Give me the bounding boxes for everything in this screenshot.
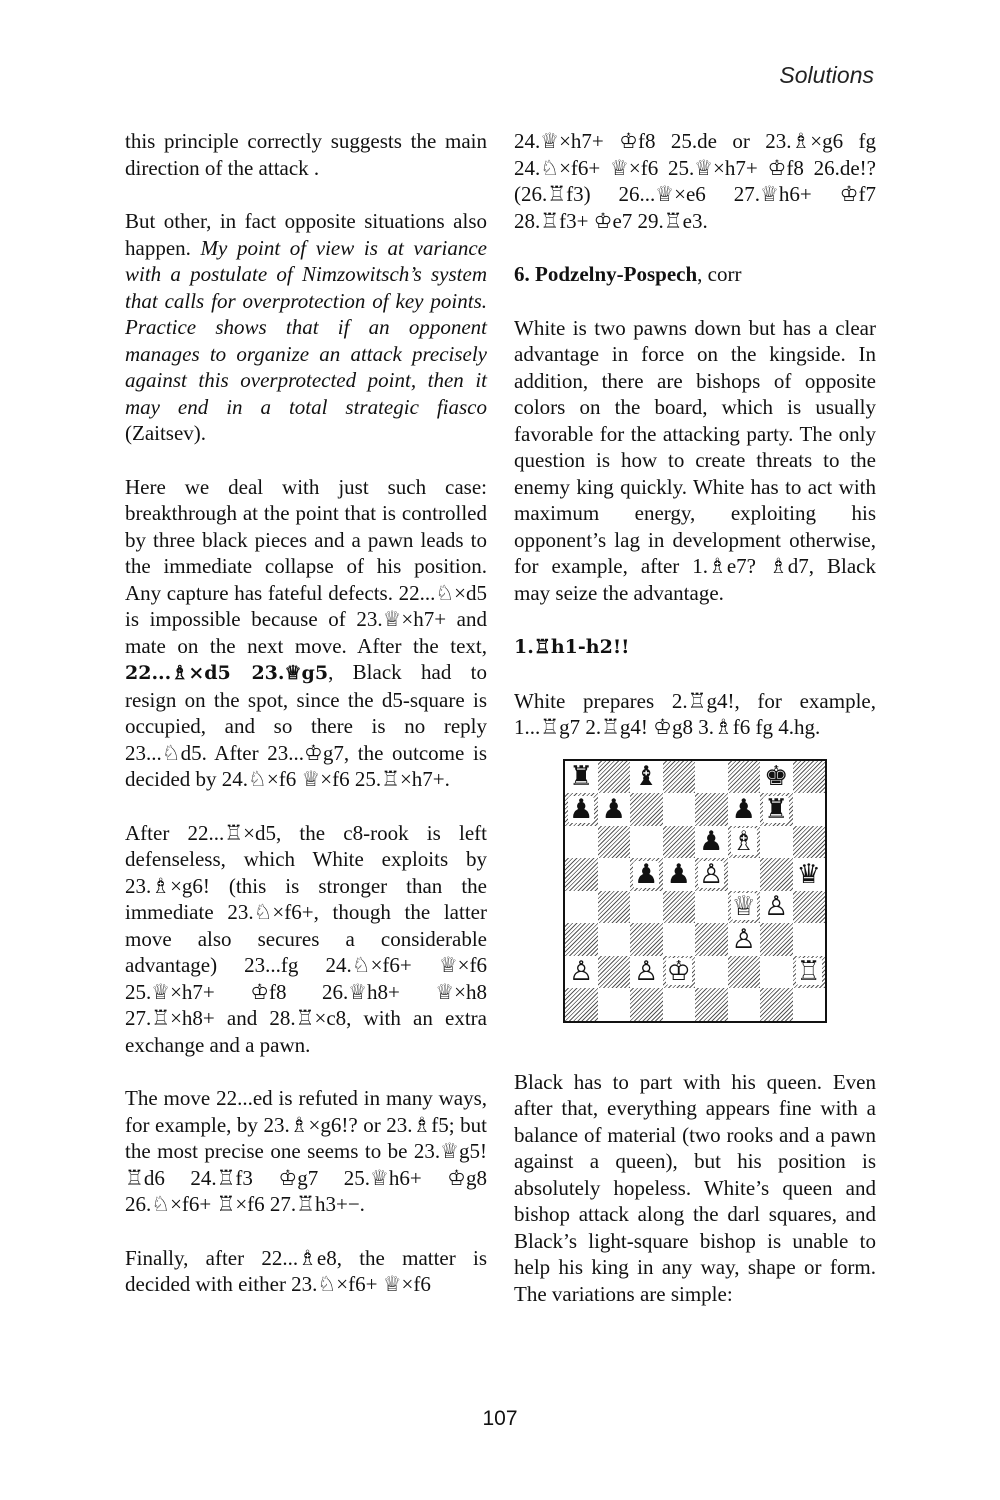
chess-piece: ♙ [699,858,724,890]
chess-piece: ♗ [731,826,756,858]
text-span: (Zaitsev). [125,421,207,445]
paragraph: this principle correctly suggests the main direction of the attack . [125,129,487,180]
board-square [793,891,826,924]
board-square [630,858,663,891]
chess-piece: ♖ [796,956,821,988]
board-square [630,761,663,794]
chess-piece: ♕ [731,891,756,923]
board-square [565,826,598,859]
board-square [793,793,826,826]
board-square [728,793,761,826]
board-square [598,923,631,956]
board-square [630,793,663,826]
chess-piece: ♔ [666,956,691,988]
board-square [695,858,728,891]
board-square [663,988,696,1021]
board-square [728,988,761,1021]
board-square [793,761,826,794]
board-square [760,923,793,956]
board-square [598,761,631,794]
board-square [793,988,826,1021]
board-square [793,858,826,891]
board-square [728,923,761,956]
board-square [565,923,598,956]
board-square [565,956,598,989]
board-square [598,988,631,1021]
game-type: , corr [697,262,742,286]
chess-piece: ♚ [764,761,789,793]
board-square [760,858,793,891]
right-column [514,128,876,1307]
board-square [728,891,761,924]
bold-move: 22...♗×d5 23.♕g5 [125,662,329,684]
board-square [695,956,728,989]
board-square [728,826,761,859]
paragraph [125,208,487,447]
board-square [663,761,696,794]
paragraph: Finally, after 22...♗e8, the matter is decided with either 23.♘×f6+ ♕×f6 [125,1245,487,1296]
chess-piece: ♟ [666,858,691,890]
paragraph: 24.♕×h7+ ♔f8 25.de or 23.♗×g6 fg 24.♘×f6+ ♕×f6 25.♕×h7+ ♔f8 26.de!? (26.♖f3) 26...♕×e6 27.♕h6+ ♔f7 28.♖f3+ ♔e7 29.♖e3. [514,129,876,233]
chess-piece: ♙ [764,891,789,923]
board-square [598,891,631,924]
board-square [760,826,793,859]
text-span: Here we deal with just such case: breakthrough at the point that is controlled by three black pieces and a pawn leads to the immediate collapse of his position. Any capture has fateful defects. 22...♘×d5 is impossible because of 23.♕×h7+ and mate on the next move. After the text, [125,474,487,658]
board-square [630,826,663,859]
chess-board [563,759,827,1023]
paragraph: After 22...♖×d5, the c8-rook is left defenseless, which White exploits by 23.♗×g6! (this is stronger than the immediate 23.♘×f6+, though the latter move also secures a considerable advantage) 23...fg 24.♘×f6+ ♕×f6 25.♕×h7+ ♔f8 26.♕h8+ ♕×h8 27.♖×h8+ and 28.♖×c8, with an extra exchange and a pawn. [125,820,487,1057]
board-square [630,891,663,924]
chess-piece: ♜ [764,793,789,825]
board-square [695,761,728,794]
board-square [793,923,826,956]
chess-piece: ♟ [634,858,659,890]
key-move: 1.♖h1-h2!! [514,636,630,658]
board-square [695,891,728,924]
board-square [663,826,696,859]
board-square [565,988,598,1021]
board-square [760,761,793,794]
board-square [695,988,728,1021]
board-square [695,826,728,859]
paragraph [125,474,487,793]
italic-quote: My point of view is at variance with a postulate of Nimzowitsch’s system that calls for overprotection of key points. Practice shows that if an opponent manages to organize an attack precisely against this overprotected point, then it may end in a total strategic fiasco [125,235,487,419]
move-heading [514,633,876,661]
board-square [760,988,793,1021]
board-square [565,761,598,794]
board-square [663,858,696,891]
board-square [663,956,696,989]
board-square [728,858,761,891]
board-square [695,793,728,826]
board-square [695,923,728,956]
board-square [598,826,631,859]
game-heading [514,261,876,288]
paragraph: The move 22...ed is refuted in many ways, for example, by 23.♗×g6!? or 23.♗f5; but the most precise one seems to be 23.♕g5! ♖d6 24.♖f3 ♔g7 25.♕h6+ ♔g8 26.♘×f6+ ♖×f6 27.♖h3+−. [125,1086,487,1216]
board-square [663,793,696,826]
chess-piece: ♜ [569,761,594,793]
page-number: 107 [482,1407,518,1430]
board-square [565,858,598,891]
board-square [760,793,793,826]
board-square [630,988,663,1021]
board-square [598,793,631,826]
text-span: , Black had to resign on the spot, since the d5-square is occupied, and so there is no reply 23...♘d5. After 23...♔g7, the outcome is decided by 24.♘×f6 ♕×f6 25.♖×h7+. [125,660,488,791]
game-title: 6. Podzelny-Pospech [514,262,698,286]
board-square [728,956,761,989]
chess-piece: ♛ [796,858,821,890]
board-square [598,858,631,891]
board-square [760,956,793,989]
chess-piece: ♟ [699,826,724,858]
chess-piece: ♟ [569,793,594,825]
chess-piece: ♙ [634,956,659,988]
chess-piece: ♙ [731,923,756,955]
paragraph: White prepares 2.♖g4!, for example, 1...♖g7 2.♖g4! ♔g8 3.♗f6 fg 4.hg. [514,688,876,739]
board-square [728,761,761,794]
board-square [663,891,696,924]
text-span: But other, in fact opposite situations also happen. [125,209,487,260]
board-square [630,956,663,989]
board-square [793,826,826,859]
chess-piece: ♟ [731,793,756,825]
board-square [598,956,631,989]
board-square [630,923,663,956]
chess-piece: ♟ [601,793,626,825]
board-square [565,891,598,924]
board-square [793,956,826,989]
paragraph: White is two pawns down but has a clear advantage in force on the kingside. In addition, there are bishops of opposite colors on the board, which is usually favorable for the attacking party. The only question is how to create threats to the enemy king quickly. White has to act with maximum energy, exploiting his opponent’s lag in development otherwise, for example, after 1.♗e7? ♗d7, Black may seize the advantage. [514,315,876,605]
paragraph: Black has to part with his queen. Even after that, everything appears fine with a balance of material (two rooks and a pawn against a queen), but his position is absolutely hopeless. White’s queen and bishop attack along the darl squares, and Black’s light-square bishop is unable to help his king in any way, shape or form. The variations are simple: [514,1069,876,1306]
chess-diagram [514,759,876,1023]
board-square [663,923,696,956]
left-column [125,128,487,1298]
running-header: Solutions [779,62,874,88]
board-square [760,891,793,924]
chess-piece: ♝ [634,761,659,793]
chess-piece: ♙ [569,956,594,988]
board-square [565,793,598,826]
